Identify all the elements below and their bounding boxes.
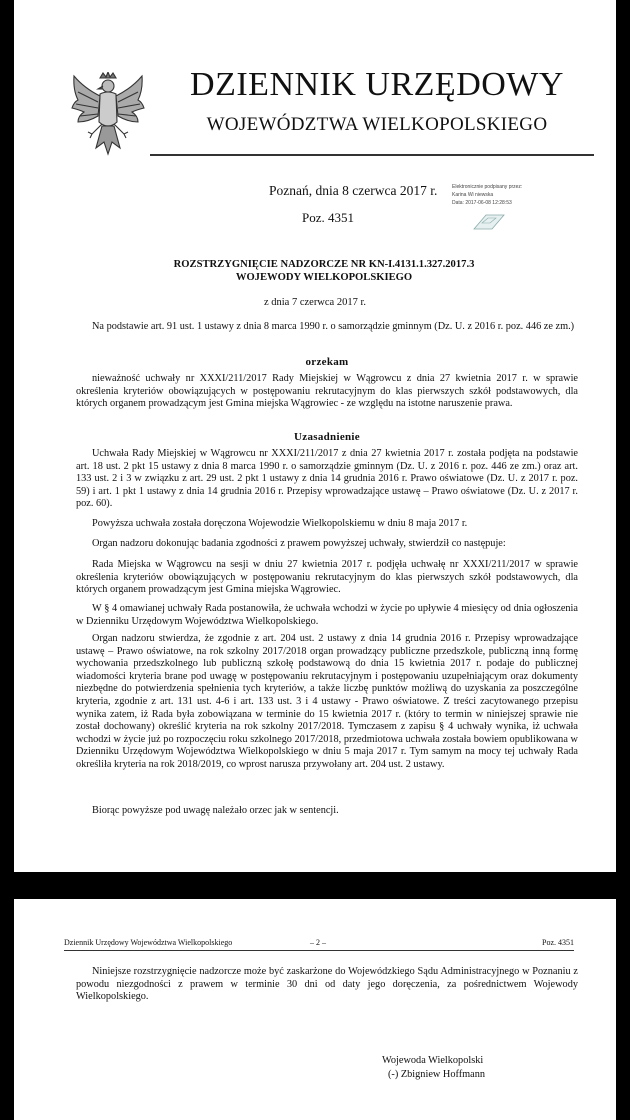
signature-stamp-icon <box>472 213 506 231</box>
justification-paragraph-4: Rada Miejska w Wągrowcu na sesji w dniu 27 kwietnia 2017 r. podjęła uchwałę nr XXXI/211/2017 w sprawie określenia kryteriów obowiązujących w postępowaniu rekrutacyjnym do klas pierwszych szkół podstawowych, dla których organem prowadzącym jest Gmina miejska Wągrowiec. <box>76 559 578 596</box>
justification-paragraph-3: Organ nadzoru dokonując badania zgodności z prawem powyższej uchwały, stwierdził co następuje: <box>92 538 506 549</box>
justification-paragraph-5: W § 4 omawianej uchwały Rada postanowiła, że uchwała wchodzi w życie po upływie 4 miesięcy od dnia ogłoszenia w Dzienniku Urzędowym Województwa Wielkopolskiego. <box>76 603 578 627</box>
esign-signer: Karina Wi niewska <box>452 192 494 198</box>
justification-paragraph-7: Biorąc powyższe pod uwagę należało orzec jak w sentencji. <box>92 805 339 816</box>
journal-title: DZIENNIK URZĘDOWY <box>190 66 564 103</box>
justification-paragraph-1: Uchwała Rady Miejskiej w Wągrowcu nr XXXI/211/2017 z dnia 27 kwietnia 2017 r. została podjęta na podstawie art. 18 ust. 2 pkt 15 ustawy z dnia 8 marca 1990 r. o samorządzie gminnym (Dz. U. z 2016 r. poz. 446 ze zm.) oraz art. 133 ust. 2 i 3 w związku z art. 29 ust. 2 pkt 1 ustawy z dnia 14 grudnia 2016 r. Prawo oświatowe (Dz. U. z 2017 r. poz. 59) i art. 1 pkt 1 ustawy z dnia 14 grudnia 2016 r. Przepisy wprowadzające ustawę – Prawo oświatowe (Dz. U. z 2017 r. poz. 60). <box>76 448 578 510</box>
esign-line: Elektronicznie podpisany przez: <box>452 184 523 190</box>
appeal-paragraph: Niniejsze rozstrzygnięcie nadzorcze może być zaskarżone do Wojewódzkiego Sądu Administracyjnego w Poznaniu z powodu niezgodności z prawem w terminie 30 dni od daty jego doręczenia, za pośrednictwem Wojewody Wielkopolskiego. <box>76 966 578 1003</box>
journal-subtitle: WOJEWÓDZTWA WIELKOPOLSKIEGO <box>206 114 548 135</box>
document-page-1 <box>14 0 616 872</box>
header-rule <box>150 154 594 156</box>
orzekam-heading: orzekam <box>305 356 349 368</box>
uzasadnienie-heading: Uzasadnienie <box>294 431 360 443</box>
decision-title-line-1: ROZSTRZYGNIĘCIE NADZORCZE NR KN-I.4131.1.327.2017.3 <box>173 259 475 270</box>
preamble-paragraph: Na podstawie art. 91 ust. 1 ustawy z dnia 8 marca 1990 r. o samorządzie gminnym (Dz. U. z 2016 r. poz. 446 ze zm.) <box>92 321 575 332</box>
signatory-title: Wojewoda Wielkopolski <box>382 1055 484 1066</box>
decision-date: z dnia 7 czerwca 2017 r. <box>263 297 367 308</box>
document-page-2 <box>14 899 616 1120</box>
polish-eagle-emblem-icon <box>70 72 146 158</box>
signatory-name: (-) Zbigniew Hoffmann <box>388 1069 486 1080</box>
decision-title <box>104 258 544 284</box>
position-number: Poz. 4351 <box>302 210 354 225</box>
page-number: – 2 – <box>310 938 326 947</box>
electronic-signature-block <box>452 183 572 233</box>
decision-title-line-2: WOJEWODY WIELKOPOLSKIEGO <box>235 272 413 283</box>
esign-date: Data: 2017-06-08 12:28:53 <box>452 200 512 206</box>
publication-date: Poznań, dnia 8 czerwca 2017 r. <box>269 183 438 198</box>
running-header <box>64 938 574 951</box>
running-header-position: Poz. 4351 <box>542 938 574 947</box>
running-header-journal: Dziennik Urzędowy Województwa Wielkopolskiego <box>64 938 233 947</box>
justification-paragraph-2: Powyższa uchwała została doręczona Wojewodzie Wielkopolskiemu w dniu 8 maja 2017 r. <box>92 518 468 529</box>
justification-paragraph-6: Organ nadzoru stwierdza, że zgodnie z art. 204 ust. 2 ustawy z dnia 14 grudnia 2016 r. Przepisy wprowadzające ustawę – Prawo oświatowe, na rok szkolny 2017/2018 organ prowadzący publiczne przedszkole, publiczną inną formę wychowania przedszkolnego lub publiczną szkołę podstawową do dnia 15 kwietnia 2017 r. podaje do publicznej wiadomości kryteria brane pod uwagę w postępowaniu rekrutacyjnym i postępowaniu uzupełniającym oraz dokumenty niezbędne do potwierdzenia spełnienia tych kryteriów, a także liczbę punktów możliwą do uzyskania za poszczególne kryteria, zgodnie z art. 131 ust. 4-6 i art. 133 ust. 3 i 4 ustawy - Prawo oświatowe. Z treści zacytowanego przepisu wynika zatem, iż Rada była zobowiązana w terminie do 15 kwietnia 2017 r. (który to termin w niniejszej sprawie nie został dochowany) określić kryteria na rok szkolny 2017/2018. Tymczasem z zapisu § 4 uchwały wynika, iż uchwała wchodzi w życie już po rozpoczęciu roku szkolnego 2017/2018, przedmiotowa uchwała została bowiem opublikowana w Dzienniku Urzędowym Województwa Wielkopolskiego w dniu 5 maja 2017 r. Tym samym na mocy tej uchwały Rada określiła kryteria na rok 2018/2019, co wprost narusza przywołany art. 204 ust. 2 ustawy. <box>76 633 578 770</box>
orzekam-paragraph: nieważność uchwały nr XXXI/211/2017 Rady Miejskiej w Wągrowcu z dnia 27 kwietnia 2017 r. w sprawie określenia kryteriów obowiązujących w postępowaniu rekrutacyjnym do klas pierwszych szkół podstawowych, dla których organem prowadzącym jest Gmina miejska Wągrowiec - ze względu na istotne naruszenie prawa. <box>76 373 578 410</box>
